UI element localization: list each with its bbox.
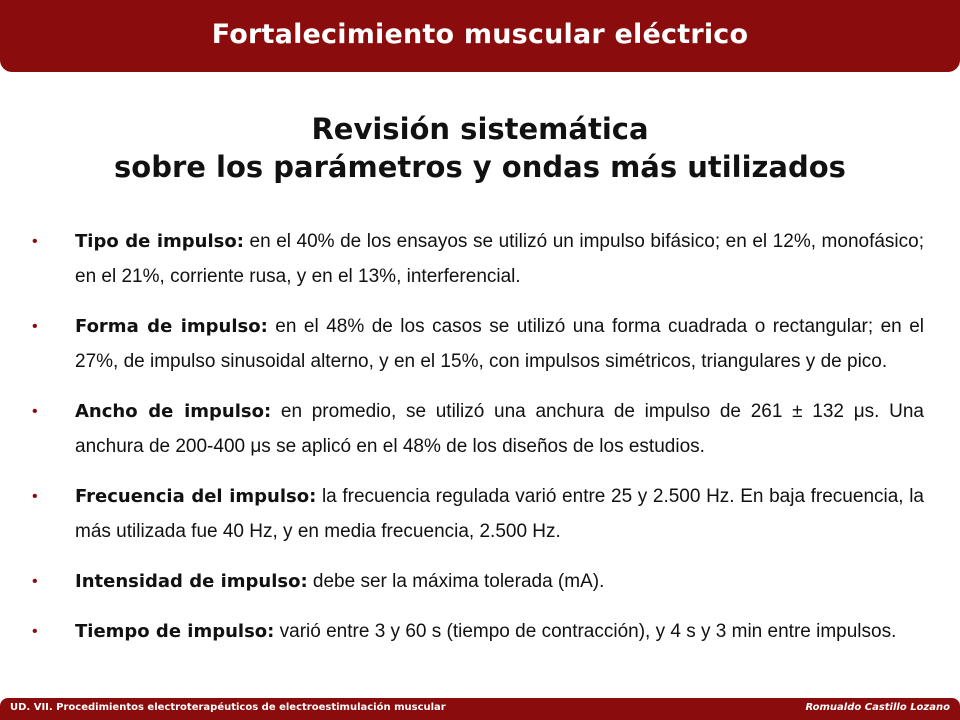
bullet-text: en promedio, se utilizó una anchura de impulso de 261 ± 132 μs. Una anchura de 200-400 μs se aplicó en el 48% de los diseños de los estudios. [75, 401, 924, 457]
bullet-item [30, 614, 924, 649]
bullet-list [30, 224, 924, 664]
footer-bar [0, 698, 960, 720]
bullet-dot-icon: • [32, 233, 38, 250]
bullet-dot-icon: • [32, 488, 38, 505]
bullet-item [30, 564, 924, 599]
bullet-text: la frecuencia regulada varió entre 25 y 2.500 Hz. En baja frecuencia, la más utilizada fue 40 Hz, y en media frecuencia, 2.500 Hz. [75, 486, 924, 542]
bullet-label: Tipo de impulso: [75, 231, 244, 252]
header-bar [0, 0, 960, 72]
bullet-text: en el 48% de los casos se utilizó una forma cuadrada o rectangular; en el 27%, de impulso sinusoidal alterno, y en el 15%, con impulsos simétricos, triangulares y de pico. [75, 316, 924, 372]
bullet-dot-icon: • [32, 623, 38, 640]
bullet-label: Tiempo de impulso: [75, 621, 275, 642]
bullet-label: Forma de impulso: [75, 316, 268, 337]
bullet-item [30, 394, 924, 464]
footer-author: Romualdo Castillo Lozano [805, 702, 950, 713]
subtitle-line-2: sobre los parámetros y ondas más utilizados [114, 150, 846, 184]
bullet-text: en el 40% de los ensayos se utilizó un impulso bifásico; en el 12%, monofásico; en el 21%, corriente rusa, y en el 13%, interferencial. [75, 231, 924, 287]
bullet-label: Ancho de impulso: [75, 401, 272, 422]
bullet-dot-icon: • [32, 403, 38, 420]
slide-title: Fortalecimiento muscular eléctrico [211, 18, 749, 50]
subtitle-line-1: Revisión sistemática [311, 112, 649, 146]
bullet-item [30, 309, 924, 379]
bullet-item [30, 224, 924, 294]
slide-subtitle [0, 110, 960, 186]
bullet-label: Intensidad de impulso: [75, 571, 308, 592]
bullet-item [30, 479, 924, 549]
bullet-text: debe ser la máxima tolerada (mA). [307, 571, 605, 592]
bullet-dot-icon: • [32, 573, 38, 590]
footer-course-label: UD. VII. Procedimientos electroterapéuticos de electroestimulación muscular [10, 702, 446, 713]
bullet-text: varió entre 3 y 60 s (tiempo de contracción), y 4 s y 3 min entre impulsos. [274, 621, 897, 642]
bullet-label: Frecuencia del impulso: [75, 486, 317, 507]
bullet-dot-icon: • [32, 318, 38, 335]
